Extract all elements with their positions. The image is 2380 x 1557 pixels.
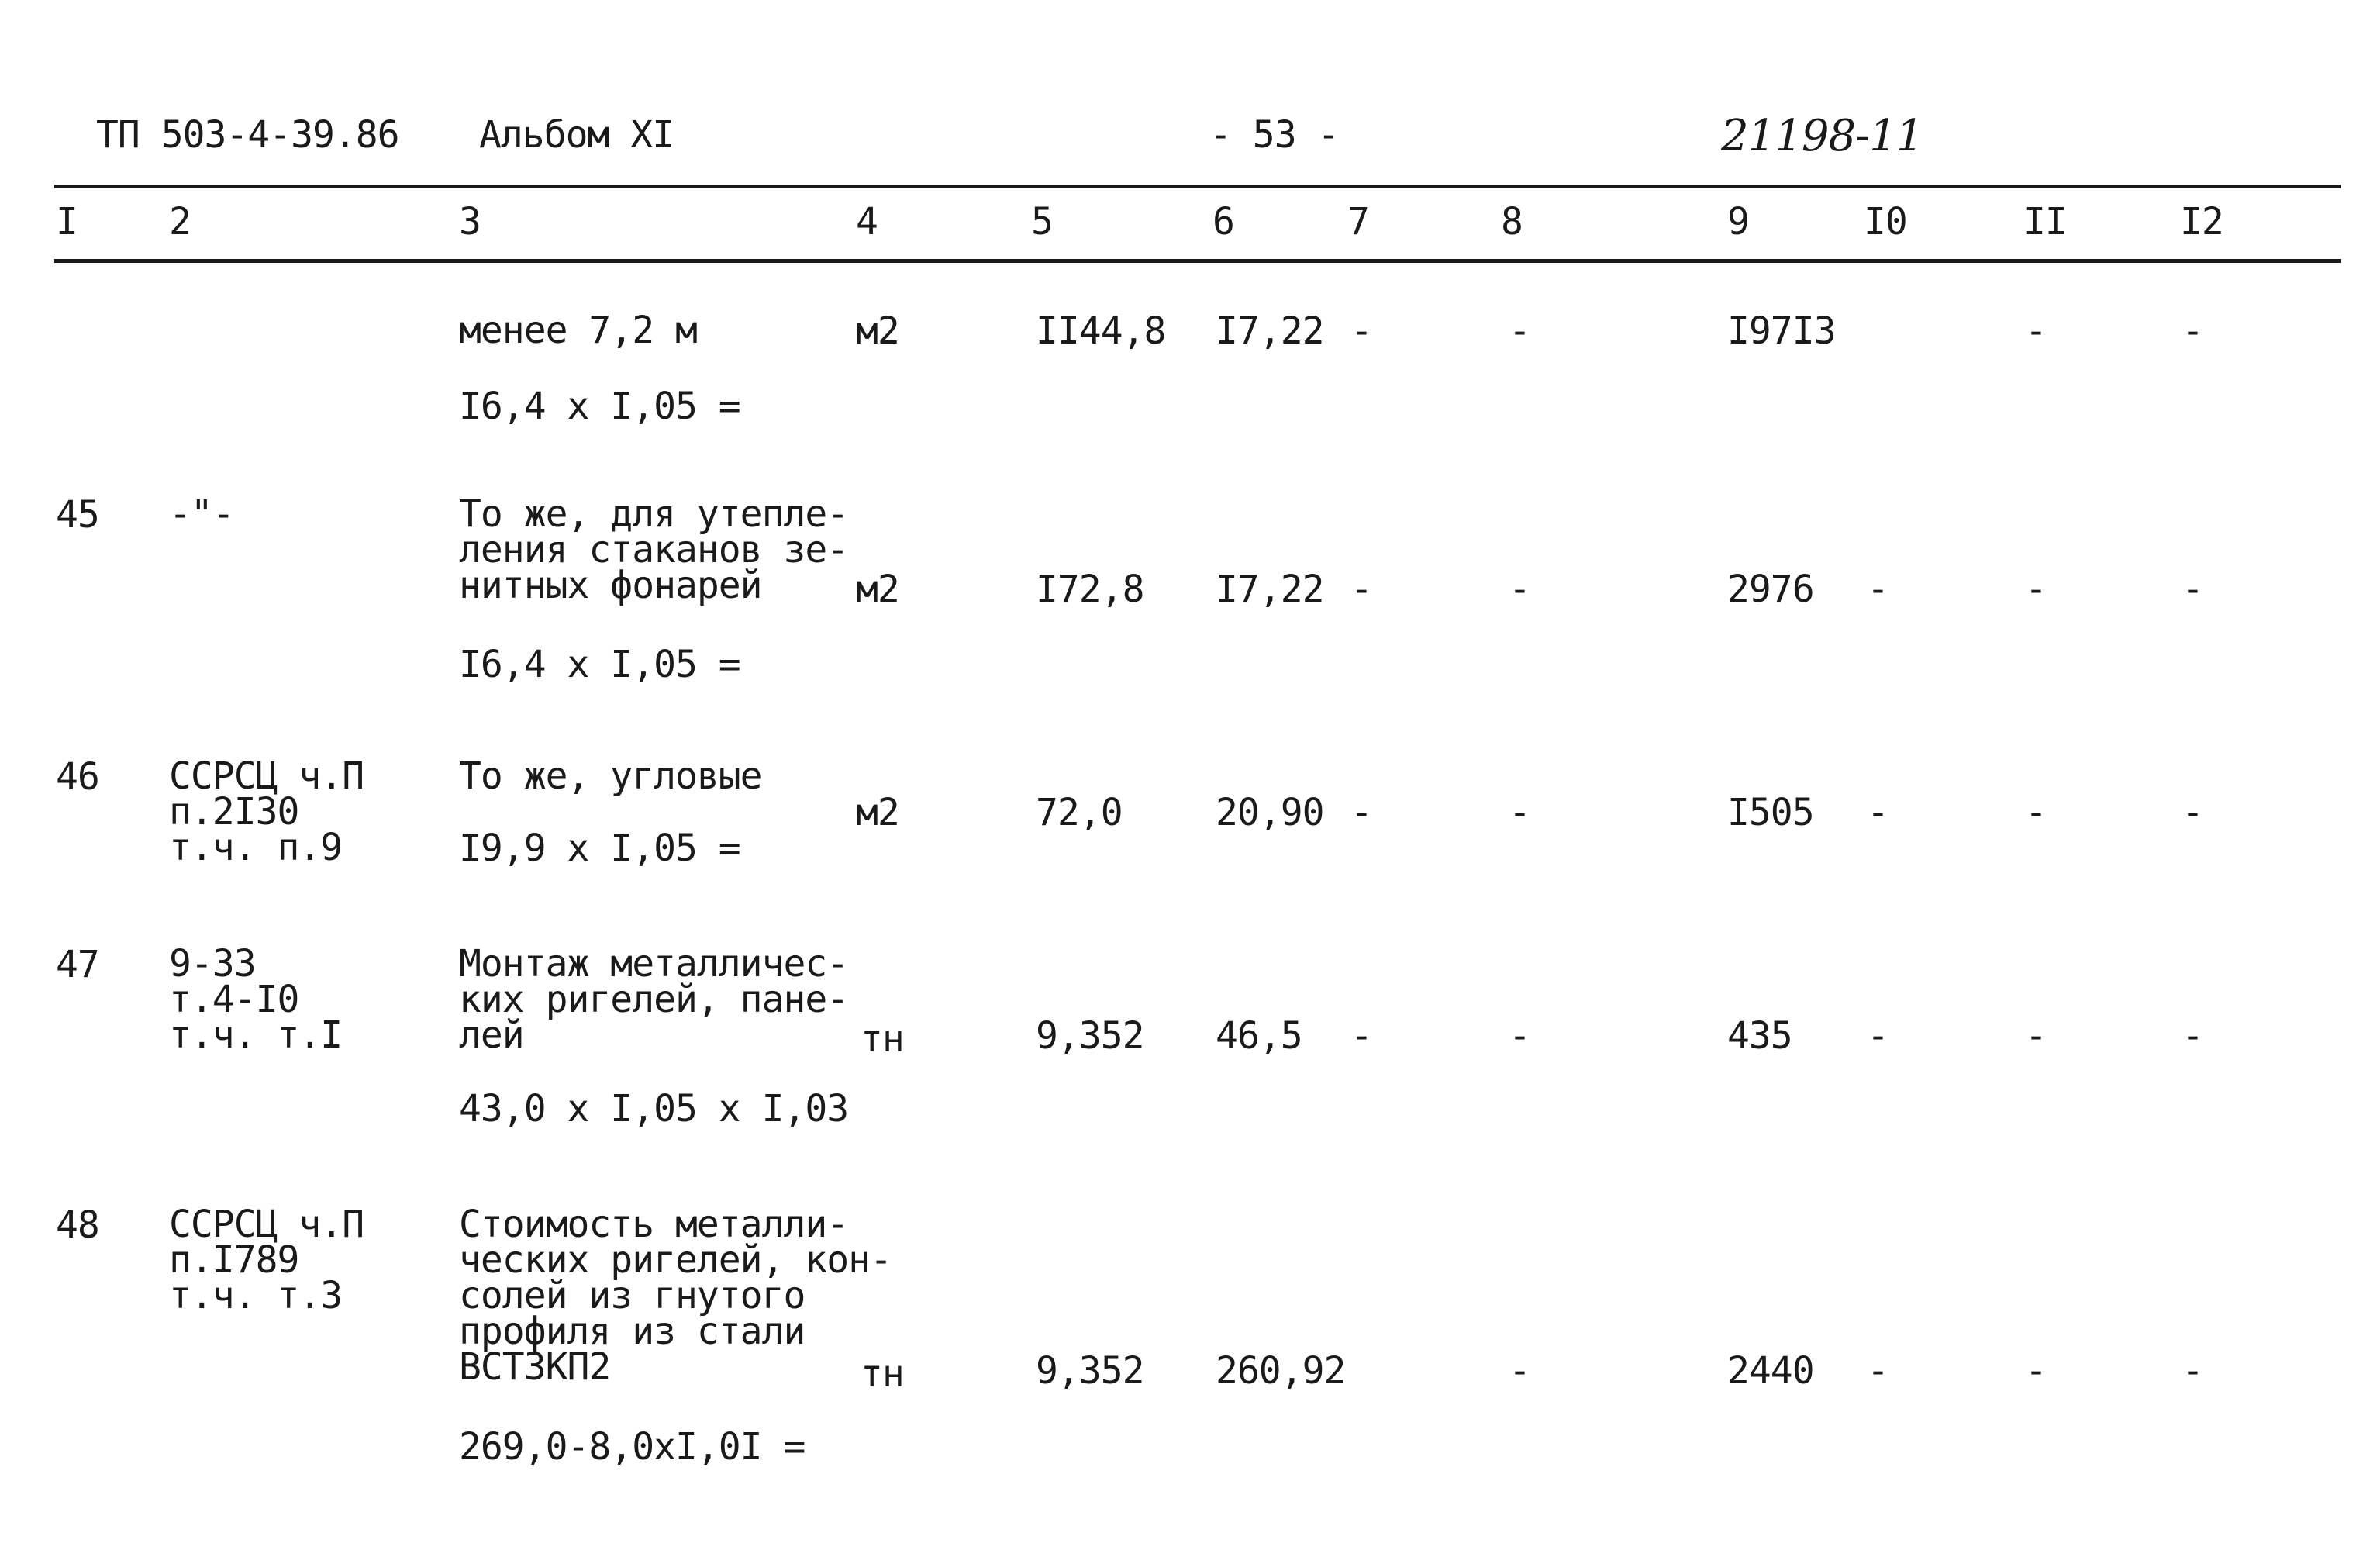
row-col7: -: [1350, 309, 1372, 353]
row-formula: I6,4 x I,05 =: [459, 385, 740, 428]
row-col12: -: [2182, 568, 2203, 611]
row-description: Стоимость металли- ческих ригелей, кон- солей из гнутого профиля из стали ВСТ3КП2: [459, 1203, 892, 1389]
row-quantity: 9,352: [1036, 1349, 1144, 1393]
column-header-12: I2: [2180, 200, 2223, 243]
row-quantity: II44,8: [1036, 309, 1166, 353]
row-col8: -: [1509, 791, 1530, 834]
row-col11: -: [2025, 568, 2047, 611]
row-col7: -: [1350, 568, 1372, 611]
row-unit: тн: [861, 1352, 904, 1396]
column-header-10: I0: [1864, 200, 1907, 243]
row-description: менее 7,2 м: [459, 309, 697, 352]
row-col12: -: [2182, 791, 2203, 834]
row-basis: ССРСЦ ч.П п.2I30 т.ч. п.9: [169, 754, 364, 869]
row-basis: ССРСЦ ч.П п.I789 т.ч. т.3: [169, 1203, 364, 1317]
row-col11: -: [2025, 1014, 2047, 1058]
row-col7: -: [1350, 1014, 1372, 1058]
row-col8: -: [1509, 1014, 1530, 1058]
row-description: То же, угловые: [459, 754, 762, 798]
row-col8: -: [1509, 309, 1530, 353]
row-total: I97I3: [1727, 309, 1836, 353]
row-col11: -: [2025, 791, 2047, 834]
row-number: 45: [56, 493, 99, 537]
page-number: - 53 -: [1209, 113, 1340, 157]
row-total: I505: [1727, 791, 1814, 834]
row-formula: 43,0 x I,05 x I,03: [459, 1087, 849, 1131]
row-col8: -: [1509, 568, 1530, 611]
row-col8: -: [1509, 1349, 1530, 1393]
row-unit-price: 260,92: [1216, 1349, 1346, 1393]
header-bottom-rule: [54, 259, 2341, 263]
row-description: Монтаж металличес- ких ригелей, пане- лей: [459, 942, 849, 1057]
column-header-8: 8: [1501, 200, 1523, 243]
column-header-1: I: [56, 200, 78, 243]
row-quantity: 9,352: [1036, 1014, 1144, 1058]
row-basis: -"-: [169, 492, 234, 536]
row-total: 2440: [1727, 1349, 1814, 1393]
row-col10: -: [1867, 791, 1888, 834]
column-header-7: 7: [1347, 200, 1369, 243]
column-header-11: II: [2023, 200, 2067, 243]
row-unit-price: I7,22: [1216, 309, 1324, 353]
row-number: 47: [56, 943, 99, 986]
row-number: 46: [56, 755, 99, 799]
row-number: 48: [56, 1203, 99, 1247]
column-header-6: 6: [1212, 200, 1234, 243]
inventory-number: 21198-11: [1721, 111, 1923, 161]
row-col11: -: [2025, 309, 2047, 353]
album-label: Альбом XI: [479, 113, 674, 157]
row-col10: -: [1867, 1349, 1888, 1393]
row-basis: 9-33 т.4-I0 т.ч. т.I: [169, 942, 343, 1057]
column-header-2: 2: [169, 200, 191, 243]
row-description: То же, для утепле- ления стаканов зе- нитных фонарей: [459, 492, 849, 607]
row-col12: -: [2182, 1014, 2203, 1058]
column-header-5: 5: [1031, 200, 1053, 243]
row-formula: I6,4 x I,05 =: [459, 643, 740, 686]
top-rule: [54, 185, 2341, 188]
row-unit: м2: [856, 568, 899, 611]
column-header-4: 4: [856, 200, 878, 243]
row-col7: -: [1350, 791, 1372, 834]
row-unit-price: 20,90: [1216, 791, 1324, 834]
row-unit-price: I7,22: [1216, 568, 1324, 611]
column-header-3: 3: [459, 200, 481, 243]
row-unit: м2: [856, 309, 899, 353]
row-formula: I9,9 x I,05 =: [459, 827, 740, 870]
row-total: 2976: [1727, 568, 1814, 611]
row-unit: м2: [856, 791, 899, 834]
row-quantity: 72,0: [1036, 791, 1123, 834]
row-col10: -: [1867, 568, 1888, 611]
row-quantity: I72,8: [1036, 568, 1144, 611]
row-col12: -: [2182, 309, 2203, 353]
row-unit: тн: [861, 1017, 904, 1061]
row-col12: -: [2182, 1349, 2203, 1393]
document-code: ТП 503-4-39.86: [96, 113, 399, 157]
row-col10: -: [1867, 1014, 1888, 1058]
column-header-9: 9: [1727, 200, 1749, 243]
row-total: 435: [1727, 1014, 1792, 1058]
row-col11: -: [2025, 1349, 2047, 1393]
row-unit-price: 46,5: [1216, 1014, 1302, 1058]
row-formula: 269,0-8,0xI,0I =: [459, 1425, 805, 1469]
